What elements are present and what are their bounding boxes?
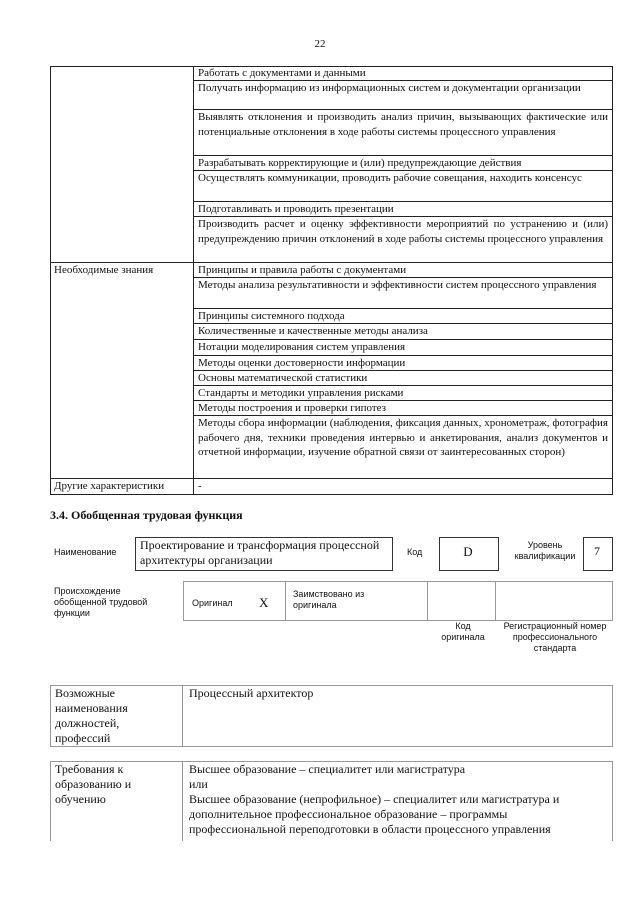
skill-cell: Производить расчет и оценку эффективности мероприятий по устранению и (или) предупреждению причин отклонений в ходе работы системы процессного управления bbox=[198, 218, 608, 245]
knowledge-cell: Методы анализа результативности и эффективности систем процессного управления bbox=[198, 279, 597, 291]
knowledge-cell: Принципы и правила работы с документами bbox=[198, 264, 407, 276]
knowledge-cell: Нотации моделирования систем управления bbox=[198, 341, 406, 353]
code-label: Код bbox=[407, 547, 423, 557]
education-line-2: или bbox=[189, 777, 208, 791]
other-value: - bbox=[198, 480, 202, 492]
knowledge-cell: Методы сбора информации (наблюдения, фиксация данных, хронометраж, фотография рабочего дня, техники проведения интервью и анкетирования, анализ документов и отчетной информации, изучение обратной связи от заинтересованных сторон) bbox=[198, 417, 608, 458]
original-label: Оригинал bbox=[192, 598, 233, 608]
knowledge-cell: Методы оценки достоверности информации bbox=[198, 357, 406, 369]
page-number: 22 bbox=[314, 38, 326, 50]
skill-cell: Подготавливать и проводить презентации bbox=[198, 203, 394, 215]
name-value: Проектирование и трансформация процессной архитектуры организации bbox=[140, 538, 380, 567]
positions-value: Процессный архитектор bbox=[189, 686, 314, 700]
original-mark: X bbox=[259, 595, 269, 610]
other-label: Другие характеристики bbox=[54, 480, 165, 492]
knowledge-label: Необходимые знания bbox=[54, 264, 154, 276]
section-title: 3.4. Обобщенная трудовая функция bbox=[50, 508, 243, 522]
registration-caption: Регистрационный номер профессионального стандарта bbox=[503, 621, 607, 653]
skill-cell: Получать информацию из информационных систем и документации организации bbox=[198, 82, 581, 94]
knowledge-cell: Количественные и качественные методы анализа bbox=[198, 325, 428, 337]
knowledge-cell: Стандарты и методики управления рисками bbox=[198, 387, 404, 399]
positions-label: Возможные наименования должностей, профессий bbox=[55, 686, 128, 745]
knowledge-cell: Методы построения и проверки гипотез bbox=[198, 402, 387, 414]
skill-cell: Осуществлять коммуникации, проводить рабочие совещания, находить консенсус bbox=[198, 172, 582, 184]
knowledge-cell: Принципы системного подхода bbox=[198, 310, 345, 322]
code-original-caption: Код оригинала bbox=[441, 621, 485, 642]
skill-cell: Работать с документами и данными bbox=[198, 67, 366, 79]
skill-cell: Выявлять отклонения и производить анализ причин, вызывающих фактические или потенциальные отклонения в ходе работы системы процессного управления bbox=[198, 111, 608, 138]
education-line-3: Высшее образование (непрофильное) – специалитет или магистратура и дополнительное профессиональное образование – программы профессиональной переподготовки в области процессного управления bbox=[189, 792, 560, 836]
skill-cell: Разрабатывать корректирующие и (или) предупреждающие действия bbox=[198, 157, 522, 169]
knowledge-cell: Основы математической статистики bbox=[198, 372, 368, 384]
name-label: Наименование bbox=[54, 547, 117, 557]
borrowed-label: Заимствовано из оригинала bbox=[293, 589, 365, 610]
level-value: 7 bbox=[594, 544, 600, 558]
level-label: Уровень квалификации bbox=[514, 540, 576, 561]
education-label: Требования к образованию и обучению bbox=[55, 762, 132, 806]
code-value: D bbox=[463, 544, 473, 559]
education-line-1: Высшее образование – специалитет или магистратура bbox=[189, 762, 466, 776]
origin-label: Происхождение обобщенной трудовой функции bbox=[54, 586, 148, 618]
